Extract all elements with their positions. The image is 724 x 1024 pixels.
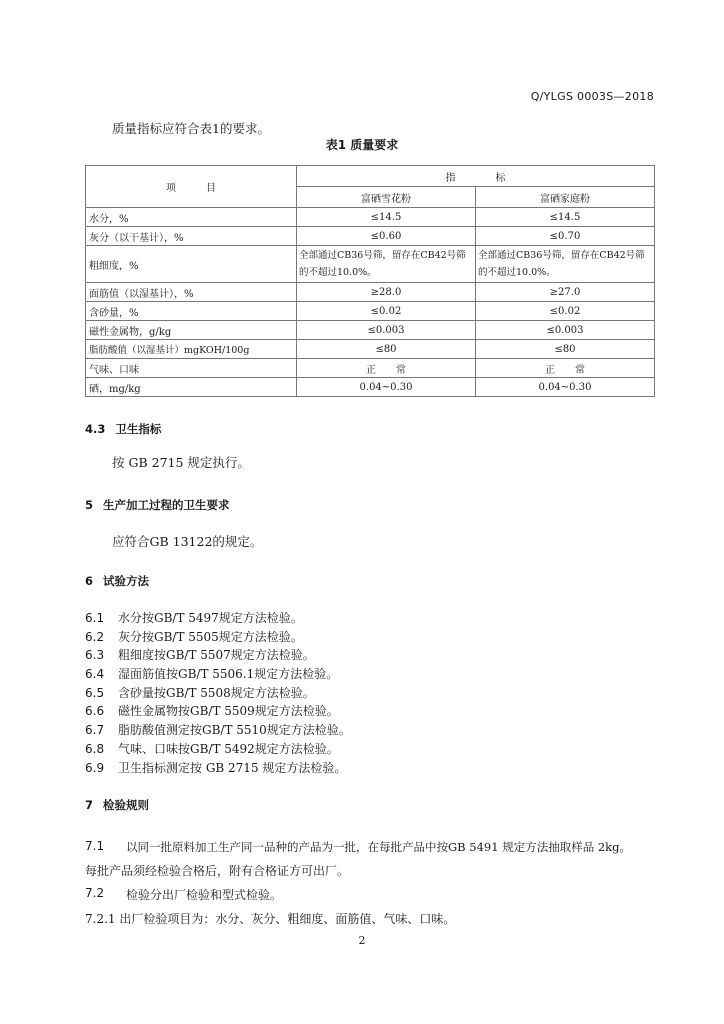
row-value-b: 0.04~0.30 xyxy=(476,378,655,397)
row-value-a: ≤0.60 xyxy=(297,227,476,246)
table-row xyxy=(86,321,655,340)
clause-7-1-continued: 每批产品须经检验合格后，附有合格证方可出厂。 xyxy=(85,864,350,878)
quality-table xyxy=(85,165,655,397)
document-code: Q/YLGS 0003S—2018 xyxy=(530,90,654,103)
list-item-text: 湿面筋值按GB/T 5506.1规定方法检验。 xyxy=(118,667,339,682)
row-item: 硒，mg/kg xyxy=(86,378,297,397)
table-row xyxy=(86,302,655,321)
row-value-a: ≤14.5 xyxy=(297,208,476,227)
row-value-a: ≤0.02 xyxy=(297,302,476,321)
header-indicator: 指 标 xyxy=(297,166,655,187)
row-value-b: ≤0.003 xyxy=(476,321,655,340)
list-item-text: 水分按GB/T 5497规定方法检验。 xyxy=(118,611,303,625)
list-item xyxy=(85,684,351,703)
row-value-b: ≤80 xyxy=(476,340,655,359)
list-item-number: 6.3 xyxy=(85,648,105,663)
section-title: 卫生指标 xyxy=(115,422,162,436)
list-item xyxy=(85,665,351,684)
table-row xyxy=(86,227,655,246)
header-product-b: 富硒家庭粉 xyxy=(476,187,655,208)
list-item-text: 磁性金属物按GB/T 5509规定方法检验。 xyxy=(118,704,339,719)
row-value-b: ≤0.70 xyxy=(476,227,655,246)
clause-7-2-text: 检验分出厂检验和型式检验。 xyxy=(126,888,283,902)
list-item-text: 灰分按GB/T 5505规定方法检验。 xyxy=(118,629,303,644)
row-item: 面筋值（以湿基计），% xyxy=(86,283,297,302)
row-value-a: 正 常 xyxy=(297,359,476,378)
row-value-b: ≤14.5 xyxy=(476,208,655,227)
clause-7-1-number: 7.1 xyxy=(85,839,105,853)
intro-paragraph: 质量指标应符合表1的要求。 xyxy=(112,121,270,136)
row-item: 粗细度，% xyxy=(86,246,297,283)
table-row xyxy=(86,340,655,359)
row-item: 脂肪酸值（以湿基计）mgKOH/100g xyxy=(86,340,297,359)
table-title: 表1 质量要求 xyxy=(325,138,399,152)
list-item-text: 脂肪酸值测定按GB/T 5510规定方法检验。 xyxy=(118,723,351,738)
section-7-heading xyxy=(85,797,149,813)
row-value-a: ≤80 xyxy=(297,340,476,359)
section-6-heading xyxy=(85,573,149,589)
list-item xyxy=(85,740,351,759)
row-value-b: ≥27.0 xyxy=(476,283,655,302)
page-number: 2 xyxy=(358,934,366,947)
section-number: 5 xyxy=(85,498,94,512)
section-title: 生产加工过程的卫生要求 xyxy=(103,498,230,512)
table-row xyxy=(86,359,655,378)
section-5-heading xyxy=(85,497,230,513)
section-number: 4.3 xyxy=(85,422,106,436)
section-4-3-heading xyxy=(85,421,161,437)
list-item-text: 卫生指标测定按 GB 2715 规定方法检验。 xyxy=(118,760,347,775)
list-item-text: 粗细度按GB/T 5507规定方法检验。 xyxy=(118,648,315,663)
row-value-b: 全部通过CB36号筛，留存在CB42号筛的不超过10.0%。 xyxy=(476,246,655,283)
clause-7-2-number: 7.2 xyxy=(85,886,105,900)
row-item: 气味、口味 xyxy=(86,359,297,378)
row-value-a: 全部通过CB36号筛，留存在CB42号筛的不超过10.0%。 xyxy=(297,246,476,283)
table-row xyxy=(86,246,655,283)
row-value-b: 正 常 xyxy=(476,359,655,378)
list-item xyxy=(85,609,351,628)
list-item xyxy=(85,759,351,778)
list-item-number: 6.1 xyxy=(85,611,105,625)
row-value-a: ≥28.0 xyxy=(297,283,476,302)
row-value-a: ≤0.003 xyxy=(297,321,476,340)
section-4-3-text: 按 GB 2715 规定执行。 xyxy=(112,455,250,470)
row-value-b: ≤0.02 xyxy=(476,302,655,321)
list-item-number: 6.5 xyxy=(85,685,105,700)
list-item-number: 6.8 xyxy=(85,741,105,756)
section-title: 试验方法 xyxy=(103,574,150,588)
row-item: 含砂量，% xyxy=(86,302,297,321)
test-method-list xyxy=(85,609,351,777)
header-item: 项 目 xyxy=(86,166,297,208)
list-item xyxy=(85,721,351,740)
list-item-text: 含砂量按GB/T 5508规定方法检验。 xyxy=(118,685,315,700)
section-number: 6 xyxy=(85,574,94,588)
section-title: 检验规则 xyxy=(103,798,150,812)
clause-7-1-text: 以同一批原料加工生产同一品种的产品为一批，在每批产品中按GB 5491 规定方法抽取样品 2kg。 xyxy=(126,840,632,854)
list-item xyxy=(85,702,351,721)
list-item xyxy=(85,628,351,647)
table-row xyxy=(86,378,655,397)
list-item-number: 6.9 xyxy=(85,760,105,775)
list-item-text: 气味、口味按GB/T 5492规定方法检验。 xyxy=(118,741,339,756)
row-item: 灰分（以干基计），% xyxy=(86,227,297,246)
header-product-a: 富硒雪花粉 xyxy=(297,187,476,208)
list-item xyxy=(85,646,351,665)
clause-7-2-1-text: 7.2.1 出厂检验项目为：水分、灰分、粗细度、面筋值、气味、口味。 xyxy=(85,912,456,926)
table-row xyxy=(86,283,655,302)
section-5-text: 应符合GB 13122的规定。 xyxy=(112,534,263,549)
table-row xyxy=(86,208,655,227)
row-item: 水分，% xyxy=(86,208,297,227)
list-item-number: 6.2 xyxy=(85,629,105,644)
section-number: 7 xyxy=(85,798,94,812)
row-value-a: 0.04~0.30 xyxy=(297,378,476,397)
list-item-number: 6.7 xyxy=(85,723,105,738)
row-item: 磁性金属物，g/kg xyxy=(86,321,297,340)
list-item-number: 6.6 xyxy=(85,704,105,719)
list-item-number: 6.4 xyxy=(85,667,105,682)
